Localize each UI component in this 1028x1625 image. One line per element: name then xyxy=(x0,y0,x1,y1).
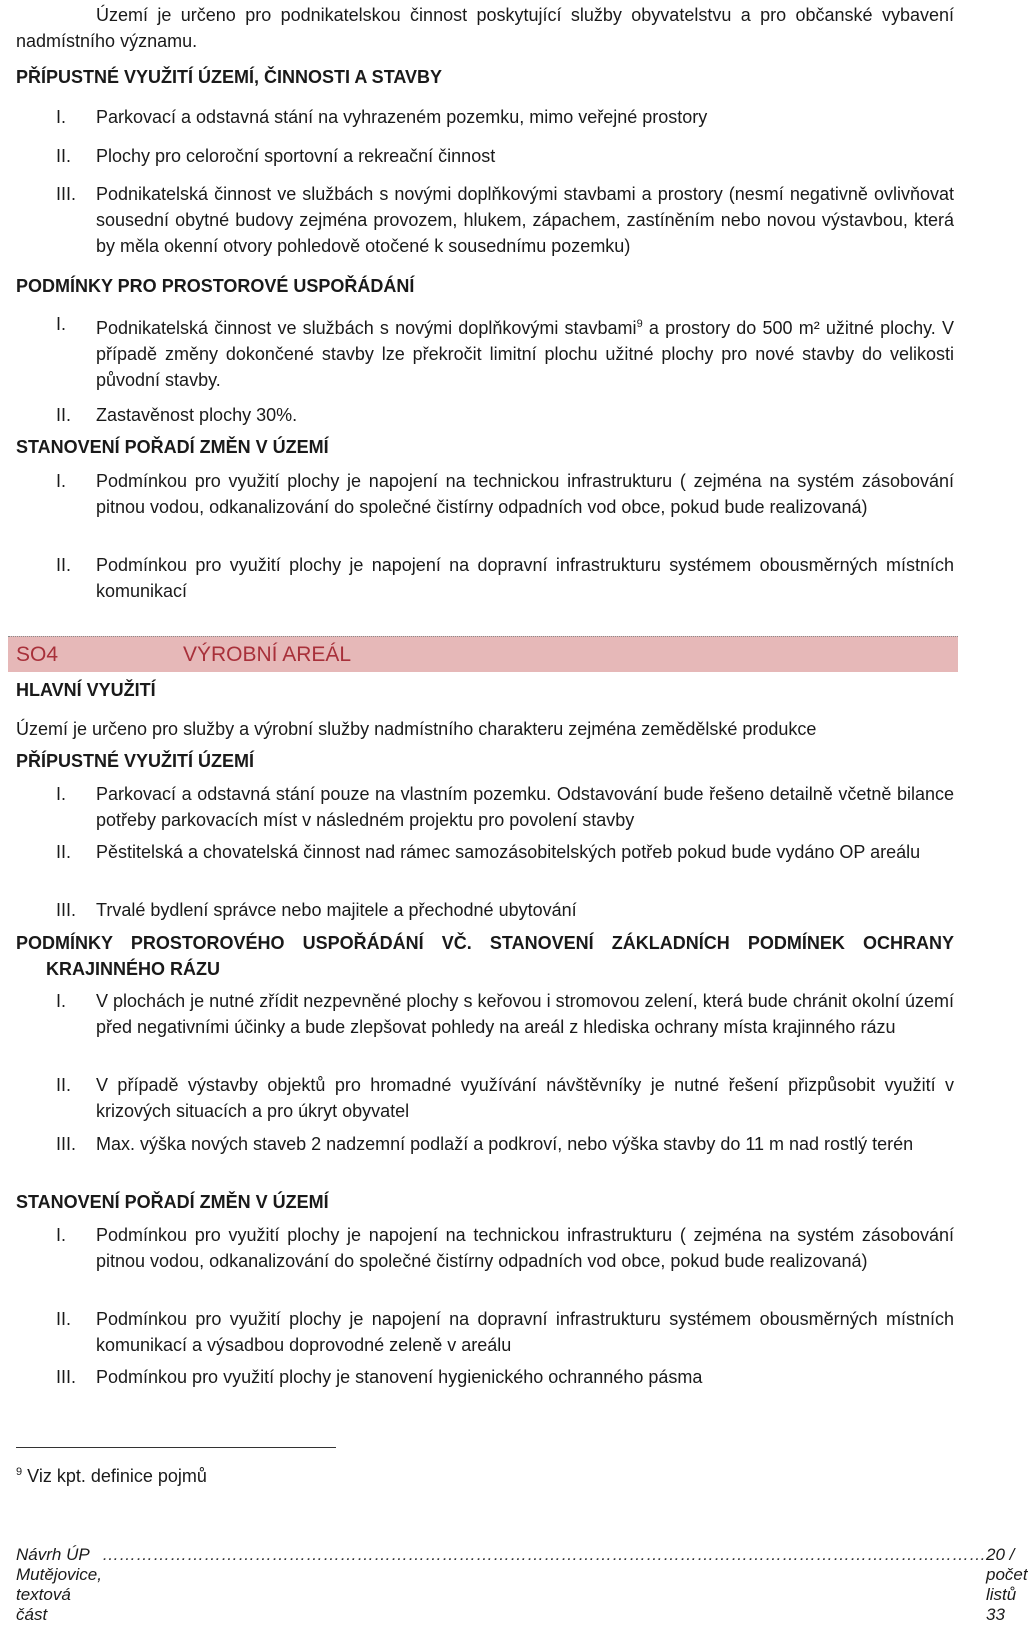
list-item xyxy=(16,839,954,865)
list-item xyxy=(16,1364,954,1390)
zone-title: VÝROBNÍ AREÁL xyxy=(183,642,352,666)
item-text-cont: a prostory do 500 m² užitné plochy. V případě změny dokončené stavby lze překročit limitní plochu užitné plochy pro nové stavby do velikosti původní stavby. xyxy=(96,318,954,390)
list-item xyxy=(16,402,954,428)
item-number: III. xyxy=(56,1367,77,1387)
intro-paragraph xyxy=(16,2,954,54)
section-heading: STANOVENÍ POŘADÍ ZMĚN V ÚZEMÍ xyxy=(16,1192,329,1212)
item-text: Trvalé bydlení správce nebo majitele a přechodné ubytování xyxy=(96,900,577,920)
item-text: Max. výška nových staveb 2 nadzemní podlaží a podkroví, nebo výška stavby do 11 m nad rostlý terén xyxy=(96,1134,914,1154)
list-item xyxy=(16,311,954,393)
list-item xyxy=(16,1222,954,1274)
item-number: II. xyxy=(56,146,72,166)
item-number: II. xyxy=(56,555,72,575)
section-main-use xyxy=(16,677,954,703)
section-heading: PODMÍNKY PRO PROSTOROVÉ USPOŘÁDÁNÍ xyxy=(16,276,415,296)
item-text: Podmínkou pro využití plochy je stanovení hygienického ochranného pásma xyxy=(96,1367,703,1387)
section-spatial-conditions-2 xyxy=(16,930,954,982)
item-number: II. xyxy=(56,1309,72,1329)
item-text: V plochách je nutné zřídit nezpevněné plochy s keřovou i stromovou zelení, která bude chránit okolní území před negativními účinky a bude zlepšovat pohledy na areál z hlediska ochrany místa krajinného rázu xyxy=(96,991,954,1037)
item-number: I. xyxy=(56,314,67,334)
item-number: II. xyxy=(56,1075,72,1095)
footnote-text: Viz kpt. definice pojmů xyxy=(27,1466,207,1486)
footer-dot-leader: ………………………………………………………………………………………………………………………………………… xyxy=(101,1545,986,1564)
list-item xyxy=(16,143,954,169)
list-item xyxy=(16,468,954,520)
item-number: I. xyxy=(56,107,67,127)
list-item xyxy=(16,1072,954,1124)
main-use-paragraph xyxy=(16,716,954,742)
item-text: Podmínkou pro využití plochy je napojení na technickou infrastrukturu ( zejména na systém zásobování pitnou vodou, odkanalizování do společné čistírny odpadních vod obce, pokud bude realizovaná) xyxy=(96,471,954,517)
section-permitted-use xyxy=(16,64,954,90)
list-item xyxy=(16,1306,954,1358)
section-order-of-changes xyxy=(16,434,954,460)
item-number: III. xyxy=(56,1134,77,1154)
item-text: Podnikatelská činnost ve službách s novými doplňkovými stavbami xyxy=(96,318,637,338)
item-number: II. xyxy=(56,405,72,425)
section-band-so4 xyxy=(8,636,958,672)
item-number: I. xyxy=(56,991,67,1011)
section-heading: HLAVNÍ VYUŽITÍ xyxy=(16,680,156,700)
section-spatial-conditions xyxy=(16,273,954,299)
item-number: II. xyxy=(56,842,72,862)
section-heading-cont: KRAJINNÉHO RÁZU xyxy=(46,959,221,979)
item-number: I. xyxy=(56,1225,67,1245)
footnote-ref[interactable]: 9 xyxy=(636,318,643,330)
section-heading: PŘÍPUSTNÉ VYUŽITÍ ÚZEMÍ, ČINNOSTI A STAVBY xyxy=(16,67,443,87)
item-text: Podmínkou pro využití plochy je napojení na dopravní infrastrukturu systémem obousměrných místních komunikací xyxy=(96,555,954,601)
intro-text: Území je určeno pro podnikatelskou činnost poskytující služby obyvatelstvu a pro občanské vybavení nadmístního významu. xyxy=(16,5,954,51)
list-item xyxy=(16,781,954,833)
item-text: Pěstitelská a chovatelská činnost nad rámec samozásobitelských potřeb pokud bude vydáno OP areálu xyxy=(96,842,921,862)
item-text: Parkovací a odstavná stání na vyhrazeném pozemku, mimo veřejné prostory xyxy=(96,107,708,127)
list-item xyxy=(16,104,954,130)
item-text: Plochy pro celoroční sportovní a rekreační činnost xyxy=(96,146,496,166)
item-number: III. xyxy=(56,184,77,204)
item-text: Podnikatelská činnost ve službách s novými doplňkovými stavbami a prostory (nesmí negativně ovlivňovat sousední obytné budovy zejména provozem, hlukem, zápachem, zastíněním nebo novou výstavbou, která by měla okenní otvory pohledově otočené k sousednímu pozemku) xyxy=(96,184,954,256)
section-heading: PŘÍPUSTNÉ VYUŽITÍ ÚZEMÍ xyxy=(16,751,255,771)
item-number: III. xyxy=(56,900,77,920)
item-text: V případě výstavby objektů pro hromadné využívání návštěvníky je nutné řešení přizpůsobit využití v krizových situacích a pro úkryt obyvatel xyxy=(96,1075,954,1121)
footer-page-number: 20 / počet listů 33 xyxy=(985,1545,1028,1624)
main-use-text: Území je určeno pro služby a výrobní služby nadmístního charakteru zejména zemědělské produkce xyxy=(16,719,817,739)
list-item xyxy=(16,552,954,604)
section-permitted-use-2 xyxy=(16,748,954,774)
item-text: Zastavěnost plochy 30%. xyxy=(96,405,298,425)
item-number: I. xyxy=(56,784,67,804)
zone-code: SO4 xyxy=(16,642,59,666)
item-text: Podmínkou pro využití plochy je napojení na dopravní infrastrukturu systémem obousměrných místních komunikací a výsadbou doprovodné zeleně v areálu xyxy=(96,1309,954,1355)
footnote-number: 9 xyxy=(16,1466,23,1478)
footnote xyxy=(16,1466,207,1487)
list-item xyxy=(16,988,954,1040)
list-item xyxy=(16,897,954,923)
footer-document-title: Návrh ÚP Mutějovice, textová část xyxy=(16,1545,102,1624)
item-text: Podmínkou pro využití plochy je napojení na technickou infrastrukturu ( zejména na systém zásobování pitnou vodou, odkanalizování do společné čistírny odpadních vod obce, pokud bude realizovaná) xyxy=(96,1225,954,1271)
page-footer xyxy=(16,1545,1028,1625)
list-item xyxy=(16,1131,954,1157)
section-order-of-changes-2 xyxy=(16,1189,954,1215)
section-heading: STANOVENÍ POŘADÍ ZMĚN V ÚZEMÍ xyxy=(16,437,329,457)
section-heading: PODMÍNKY PROSTOROVÉHO USPOŘÁDÁNÍ VČ. STANOVENÍ ZÁKLADNÍCH PODMÍNEK OCHRANY xyxy=(16,933,954,953)
footnote-divider xyxy=(16,1447,336,1448)
item-number: I. xyxy=(56,471,67,491)
item-text: Parkovací a odstavná stání pouze na vlastním pozemku. Odstavování bude řešeno detailně včetně bilance potřeby parkovacích míst v následném projektu pro povolení stavby xyxy=(96,784,954,830)
list-item xyxy=(16,181,954,259)
